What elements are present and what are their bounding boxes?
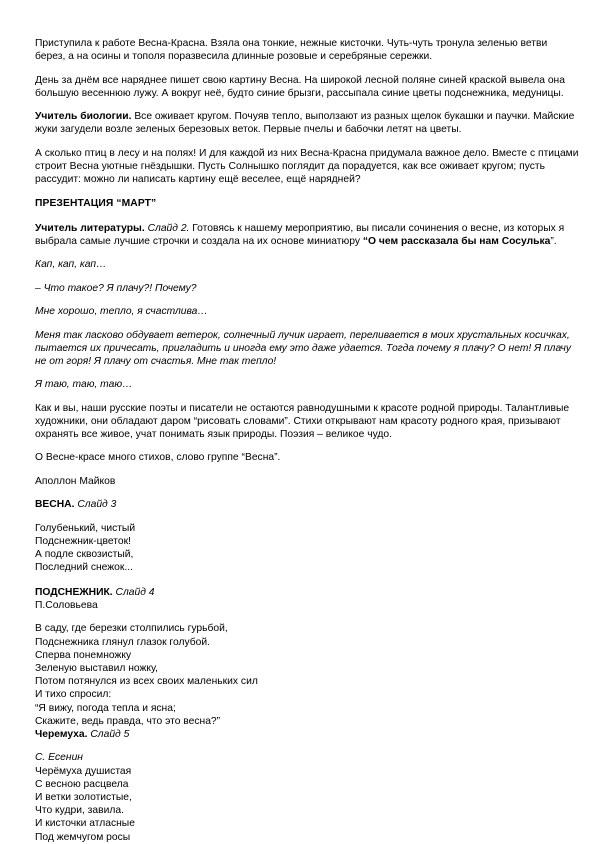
paragraph-biology-teacher [35,110,580,136]
author-esenin: С. Есенин [35,752,83,764]
poem-line: В саду, где березки столпились гурьбой, [35,623,228,635]
slide-label-5: Слайд 5 [87,728,130,740]
paragraph-spring-group: О Весне-красе много стихов, слово группе “Весна”. [35,452,281,463]
icicle-line-2: – Что такое? Я плачу?! Почему? [35,282,197,294]
paragraph-spring-painting: День за днём все наряднее пишет свою картину Весна. На широкой лесной поляне синей краской вывела она большую весеннюю лужу. А вокруг неё, будто синие брызги, рассыпала синие цветы подснежника, медуницы. [35,74,565,99]
speaker-biology-teacher: Учитель биологии. [35,111,132,122]
author-maikov: Аполлон Майков [35,475,116,487]
snowdrop-heading [35,586,580,599]
poem-line: Подснежник-цветок! [35,535,131,547]
icicle-line-5: Я таю, таю, таю… [35,379,133,390]
poem-line: С весною расцвела [35,778,129,790]
icicle-line-1: Кап, кап, кап… [35,259,107,270]
literature-teacher-text: Готовясь к нашему мероприятию, вы писали сочинения о весне, из которых я выбрала самые лучшие строчки и создала на их основе миниатюру [35,222,565,247]
poem-line: И тихо спросил: [35,689,112,701]
speaker-literature-teacher: Учитель литературы. [35,222,145,234]
poem-line: Потом потянулся из всех своих маленьких сил [35,676,258,688]
poem-line: Голубенький, чистый [35,522,136,534]
author-solovieva: П.Соловьева [35,599,98,611]
spring-poem [35,522,580,575]
document-page [35,37,580,844]
poem-line: Черёмуха душистая [35,765,132,777]
paragraph-literature-teacher [35,222,580,248]
poem-line: “Я вижу, погода тепла и ясна; [35,702,176,714]
biology-teacher-text: Все оживает кругом. Почуяв тепло, выползают из разных щелок букашки и паучки. Майские жуки загудели возле зеленых березовых веток. Первые пчелы и бабочки летят на цветы. [35,111,575,135]
icicle-line-3: Мне хорошо, тепло, я счастлива… [35,306,208,317]
spring-heading [35,498,580,511]
icicle-line-4: Меня так ласково обдувает ветерок, солнечный лучик играет, переливается в моих хрустальных косичках, пытается их причесать, пригладить и иногда ему это даже удается. Тогда почему я плачу? О нет! Я плачу не от горя! Я плачу от счастья. Мне так тепло! [35,329,571,367]
paragraph-spring-brushes: Приступила к работе Весна-Красна. Взяла она тонкие, нежные кисточки. Чуть-чуть тронула зеленью ветви берез, а на осины и тополя поразвесила длинные розовые и серебряные сережки. [35,38,548,62]
poem-line: Подснежника глянул глазок голубой. [35,636,210,648]
cherry-heading [35,728,580,741]
presentation-heading: ПРЕЗЕНТАЦИЯ “МАРТ” [35,198,157,209]
poem-line: Что кудри, завила. [35,805,124,817]
poem-line: Сперва понемножку [35,649,132,661]
poem-line: Зеленую выставил ножку, [35,662,158,674]
spring-title: ВЕСНА. [35,499,75,510]
slide-label-3: Слайд 3 [74,499,117,510]
snowdrop-poem [35,622,580,728]
paragraph-birds: А сколько птиц в лесу и на полях! И для каждой из них Весна-Красна придумала важное дело. Вместе с птицами строит Весна уютные гнёздышки. Пусть Солнышко поглядит да порадуется, как все оживает кругом; пусть рассудит: можно ли написать картину ещё веселее, ещё нарядней? [35,147,579,185]
poem-line: Скажите, ведь правда, что это весна?” [35,715,221,727]
poem-line: Под жемчугом росы [35,831,131,843]
snowdrop-title: ПОДСНЕЖНИК. [35,586,113,598]
poem-line: И ветки золотистые, [35,792,132,804]
miniature-title-end: ”. [550,235,557,247]
slide-label-2: Слайд 2. [144,222,190,234]
paragraph-poets: Как и вы, наши русские поэты и писатели не остаются равнодушными к красоте родной природы. Талантливые художники, они обладают даром “рисовать словами”. Стихи открывают нам красоту родного края, призывают охранять все живое, учат понимать язык природы. Поэзия – великое чудо. [35,402,570,440]
slide-label-4: Слайд 4 [112,586,155,598]
poem-line: И кисточки атласные [35,818,135,830]
cherry-title: Черемуха. [35,728,88,740]
miniature-title: “О чем рассказала бы нам Сосулька [362,235,551,247]
cherry-poem [35,751,580,843]
poem-line: Последний снежок... [35,562,133,574]
poem-line: А подле сквозистый, [35,548,134,560]
